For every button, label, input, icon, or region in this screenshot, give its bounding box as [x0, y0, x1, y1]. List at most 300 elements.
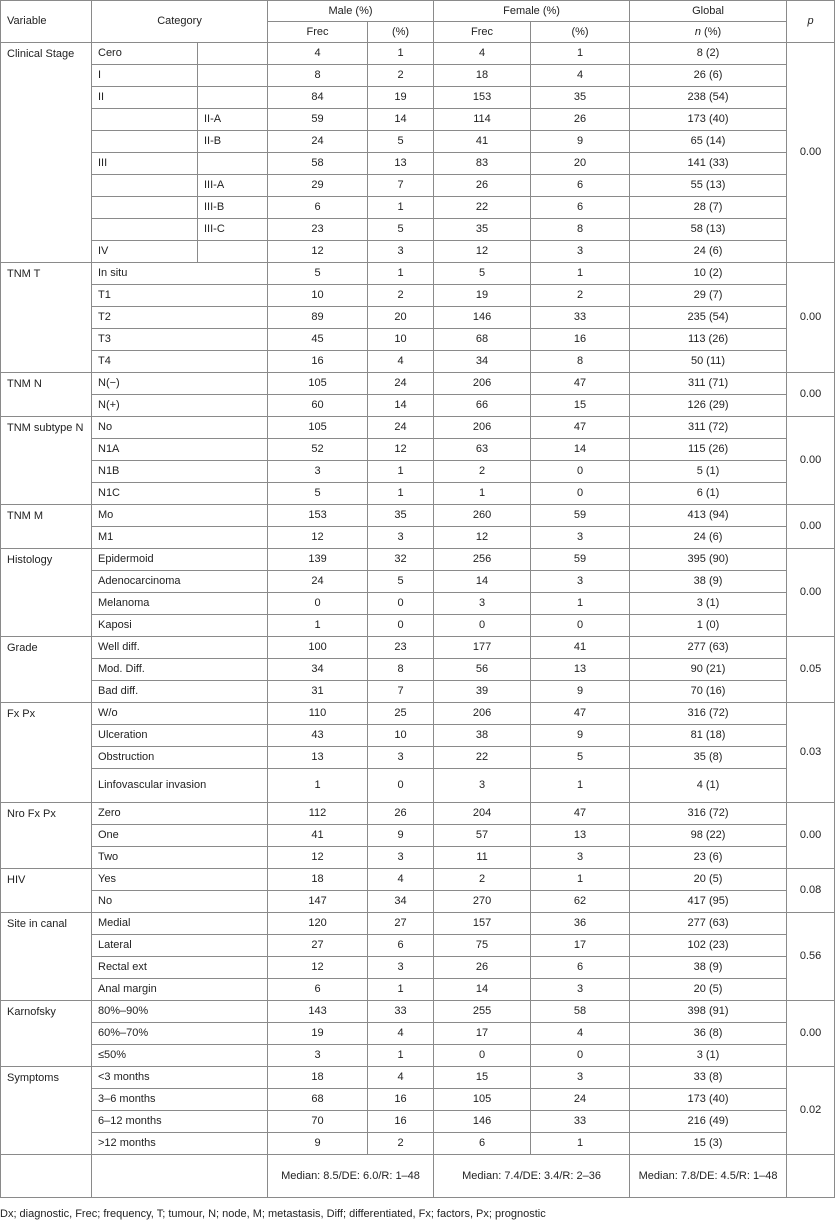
female-pct-cell: 41 — [531, 637, 630, 659]
female-frec-cell: 270 — [434, 891, 531, 913]
female-pct-cell: 4 — [531, 1023, 630, 1045]
male-frec-cell: 45 — [268, 329, 368, 351]
male-frec-cell: 43 — [268, 725, 368, 747]
global-cell: 277 (63) — [630, 637, 787, 659]
table-row — [1, 571, 835, 593]
male-pct-cell: 27 — [368, 913, 434, 935]
category-cell: Lateral — [92, 935, 268, 957]
global-cell: 316 (72) — [630, 803, 787, 825]
male-frec-cell: 1 — [268, 769, 368, 803]
subcategory-cell — [198, 153, 268, 175]
header-p-label: p — [807, 15, 814, 27]
female-frec-cell: 15 — [434, 1067, 531, 1089]
variable-cell: Nro Fx Px — [1, 803, 92, 869]
female-pct-cell: 17 — [531, 935, 630, 957]
female-frec-cell: 0 — [434, 1045, 531, 1067]
category-cell: One — [92, 825, 268, 847]
p-value-cell: 0.03 — [787, 703, 835, 803]
header-global-n — [630, 22, 787, 43]
table-row — [1, 1023, 835, 1045]
male-frec-cell: 8 — [268, 65, 368, 87]
category-cell — [92, 197, 198, 219]
male-pct-cell: 34 — [368, 891, 434, 913]
male-pct-cell: 2 — [368, 285, 434, 307]
global-cell: 58 (13) — [630, 219, 787, 241]
female-frec-cell: 26 — [434, 957, 531, 979]
male-frec-cell: 105 — [268, 373, 368, 395]
male-pct-cell: 5 — [368, 571, 434, 593]
table-row — [1, 131, 835, 153]
female-pct-cell: 0 — [531, 483, 630, 505]
p-value-cell: 0.00 — [787, 43, 835, 263]
female-frec-cell: 177 — [434, 637, 531, 659]
header-female-frec: Frec — [434, 22, 531, 43]
category-cell: T1 — [92, 285, 268, 307]
female-pct-cell: 58 — [531, 1001, 630, 1023]
global-cell: 98 (22) — [630, 825, 787, 847]
male-frec-cell: 41 — [268, 825, 368, 847]
female-pct-cell: 1 — [531, 1133, 630, 1155]
male-frec-cell: 84 — [268, 87, 368, 109]
female-pct-cell: 9 — [531, 725, 630, 747]
female-pct-cell: 6 — [531, 197, 630, 219]
female-frec-cell: 56 — [434, 659, 531, 681]
female-pct-cell: 2 — [531, 285, 630, 307]
male-pct-cell: 4 — [368, 351, 434, 373]
table-row — [1, 803, 835, 825]
male-pct-cell: 1 — [368, 197, 434, 219]
table-row — [1, 439, 835, 461]
table-row — [1, 935, 835, 957]
variable-cell: Clinical Stage — [1, 43, 92, 263]
female-frec-cell: 256 — [434, 549, 531, 571]
male-frec-cell: 13 — [268, 747, 368, 769]
table-row — [1, 527, 835, 549]
male-pct-cell: 33 — [368, 1001, 434, 1023]
global-cell: 4 (1) — [630, 769, 787, 803]
male-frec-cell: 143 — [268, 1001, 368, 1023]
female-pct-cell: 13 — [531, 825, 630, 847]
header-male-pct: (%) — [368, 22, 434, 43]
subcategory-cell: III-C — [198, 219, 268, 241]
table-row — [1, 637, 835, 659]
female-frec-cell: 11 — [434, 847, 531, 869]
global-cell: 1 (0) — [630, 615, 787, 637]
subcategory-cell: III-A — [198, 175, 268, 197]
male-frec-cell: 147 — [268, 891, 368, 913]
male-frec-cell: 139 — [268, 549, 368, 571]
table-row — [1, 681, 835, 703]
p-value-cell: 0.05 — [787, 637, 835, 703]
female-frec-cell: 105 — [434, 1089, 531, 1111]
header-p — [787, 1, 835, 43]
female-pct-cell: 0 — [531, 615, 630, 637]
female-pct-cell: 5 — [531, 747, 630, 769]
global-cell: 35 (8) — [630, 747, 787, 769]
female-pct-cell: 13 — [531, 659, 630, 681]
global-cell: 238 (54) — [630, 87, 787, 109]
variable-cell: Histology — [1, 549, 92, 637]
category-cell: 80%–90% — [92, 1001, 268, 1023]
p-value-cell: 0.00 — [787, 417, 835, 505]
female-pct-cell: 0 — [531, 1045, 630, 1067]
variable-cell: HIV — [1, 869, 92, 913]
male-pct-cell: 3 — [368, 241, 434, 263]
male-pct-cell: 0 — [368, 769, 434, 803]
global-cell: 173 (40) — [630, 1089, 787, 1111]
category-cell: Melanoma — [92, 593, 268, 615]
female-frec-cell: 4 — [434, 43, 531, 65]
male-pct-cell: 23 — [368, 637, 434, 659]
female-pct-cell: 6 — [531, 175, 630, 197]
female-frec-cell: 57 — [434, 825, 531, 847]
male-pct-cell: 2 — [368, 1133, 434, 1155]
header-female: Female (%) — [434, 1, 630, 22]
female-frec-cell: 83 — [434, 153, 531, 175]
female-pct-cell: 47 — [531, 803, 630, 825]
male-pct-cell: 2 — [368, 65, 434, 87]
table-row — [1, 285, 835, 307]
global-cell: 8 (2) — [630, 43, 787, 65]
male-pct-cell: 7 — [368, 681, 434, 703]
global-cell: 20 (5) — [630, 869, 787, 891]
female-pct-cell: 16 — [531, 329, 630, 351]
female-frec-cell: 2 — [434, 869, 531, 891]
male-pct-cell: 9 — [368, 825, 434, 847]
female-pct-cell: 1 — [531, 263, 630, 285]
p-value-cell: 0.56 — [787, 913, 835, 1001]
table-row — [1, 329, 835, 351]
category-cell: IV — [92, 241, 198, 263]
header-category: Category — [92, 1, 268, 43]
table-row — [1, 593, 835, 615]
variable-cell: TNM subtype N — [1, 417, 92, 505]
subcategory-cell — [198, 241, 268, 263]
female-frec-cell: 75 — [434, 935, 531, 957]
category-cell: ≤50% — [92, 1045, 268, 1067]
global-cell: 28 (7) — [630, 197, 787, 219]
female-pct-cell: 47 — [531, 417, 630, 439]
category-cell: I — [92, 65, 198, 87]
male-pct-cell: 5 — [368, 131, 434, 153]
male-pct-cell: 1 — [368, 43, 434, 65]
female-frec-cell: 2 — [434, 461, 531, 483]
male-frec-cell: 31 — [268, 681, 368, 703]
category-cell: Linfovascular invasion — [92, 769, 268, 803]
variable-cell: Karnofsky — [1, 1001, 92, 1067]
female-pct-cell: 24 — [531, 1089, 630, 1111]
variable-cell: TNM T — [1, 263, 92, 373]
category-cell: N1C — [92, 483, 268, 505]
category-cell: 6–12 months — [92, 1111, 268, 1133]
female-frec-cell: 39 — [434, 681, 531, 703]
female-pct-cell: 9 — [531, 131, 630, 153]
variable-cell: Fx Px — [1, 703, 92, 803]
category-cell: Kaposi — [92, 615, 268, 637]
female-pct-cell: 35 — [531, 87, 630, 109]
table-row — [1, 1089, 835, 1111]
male-frec-cell: 18 — [268, 1067, 368, 1089]
female-frec-cell: 68 — [434, 329, 531, 351]
female-frec-cell: 26 — [434, 175, 531, 197]
female-frec-cell: 3 — [434, 769, 531, 803]
female-frec-cell: 260 — [434, 505, 531, 527]
category-cell — [92, 131, 198, 153]
median-female-cell: Median: 7.4/DE: 3.4/R: 2–36 — [434, 1155, 630, 1198]
male-pct-cell: 0 — [368, 615, 434, 637]
global-cell: 20 (5) — [630, 979, 787, 1001]
category-cell: In situ — [92, 263, 268, 285]
male-pct-cell: 1 — [368, 483, 434, 505]
male-frec-cell: 4 — [268, 43, 368, 65]
global-cell: 65 (14) — [630, 131, 787, 153]
male-frec-cell: 5 — [268, 483, 368, 505]
median-empty-variable — [1, 1155, 92, 1198]
category-cell: II — [92, 87, 198, 109]
male-pct-cell: 16 — [368, 1089, 434, 1111]
male-pct-cell: 14 — [368, 395, 434, 417]
category-cell: Yes — [92, 869, 268, 891]
category-cell: >12 months — [92, 1133, 268, 1155]
global-cell: 90 (21) — [630, 659, 787, 681]
male-frec-cell: 3 — [268, 1045, 368, 1067]
female-frec-cell: 14 — [434, 571, 531, 593]
male-frec-cell: 10 — [268, 285, 368, 307]
p-value-cell: 0.00 — [787, 505, 835, 549]
female-frec-cell: 12 — [434, 241, 531, 263]
male-pct-cell: 3 — [368, 957, 434, 979]
male-pct-cell: 32 — [368, 549, 434, 571]
category-cell: 60%–70% — [92, 1023, 268, 1045]
male-pct-cell: 14 — [368, 109, 434, 131]
male-frec-cell: 112 — [268, 803, 368, 825]
female-frec-cell: 204 — [434, 803, 531, 825]
category-cell: Zero — [92, 803, 268, 825]
table-row — [1, 825, 835, 847]
male-pct-cell: 1 — [368, 263, 434, 285]
male-pct-cell: 24 — [368, 373, 434, 395]
variable-cell: Symptoms — [1, 1067, 92, 1155]
male-frec-cell: 29 — [268, 175, 368, 197]
female-frec-cell: 41 — [434, 131, 531, 153]
table-row — [1, 979, 835, 1001]
male-pct-cell: 19 — [368, 87, 434, 109]
male-pct-cell: 4 — [368, 1067, 434, 1089]
global-cell: 70 (16) — [630, 681, 787, 703]
p-value-cell: 0.02 — [787, 1067, 835, 1155]
female-frec-cell: 0 — [434, 615, 531, 637]
global-cell: 316 (72) — [630, 703, 787, 725]
global-cell: 38 (9) — [630, 957, 787, 979]
variable-cell: TNM N — [1, 373, 92, 417]
male-frec-cell: 9 — [268, 1133, 368, 1155]
table-body — [1, 43, 835, 1198]
table-row — [1, 263, 835, 285]
table-row — [1, 351, 835, 373]
header-variable: Variable — [1, 1, 92, 43]
male-pct-cell: 35 — [368, 505, 434, 527]
global-cell: 173 (40) — [630, 109, 787, 131]
subcategory-cell — [198, 87, 268, 109]
female-frec-cell: 17 — [434, 1023, 531, 1045]
female-frec-cell: 14 — [434, 979, 531, 1001]
male-pct-cell: 7 — [368, 175, 434, 197]
category-cell: T4 — [92, 351, 268, 373]
global-cell: 24 (6) — [630, 527, 787, 549]
male-pct-cell: 13 — [368, 153, 434, 175]
table-row — [1, 769, 835, 803]
female-frec-cell: 146 — [434, 1111, 531, 1133]
global-cell: 115 (26) — [630, 439, 787, 461]
male-frec-cell: 23 — [268, 219, 368, 241]
female-frec-cell: 206 — [434, 373, 531, 395]
female-pct-cell: 33 — [531, 1111, 630, 1133]
female-pct-cell: 3 — [531, 847, 630, 869]
male-pct-cell: 16 — [368, 1111, 434, 1133]
female-pct-cell: 6 — [531, 957, 630, 979]
global-cell: 38 (9) — [630, 571, 787, 593]
female-frec-cell: 35 — [434, 219, 531, 241]
female-pct-cell: 36 — [531, 913, 630, 935]
female-frec-cell: 22 — [434, 197, 531, 219]
global-cell: 23 (6) — [630, 847, 787, 869]
global-cell: 6 (1) — [630, 483, 787, 505]
category-cell: Bad diff. — [92, 681, 268, 703]
female-pct-cell: 15 — [531, 395, 630, 417]
table-row — [1, 659, 835, 681]
female-frec-cell: 3 — [434, 593, 531, 615]
male-pct-cell: 1 — [368, 979, 434, 1001]
subcategory-cell: II-A — [198, 109, 268, 131]
table-row — [1, 847, 835, 869]
global-cell: 102 (23) — [630, 935, 787, 957]
category-cell: Anal margin — [92, 979, 268, 1001]
category-cell: T3 — [92, 329, 268, 351]
table-row — [1, 87, 835, 109]
table-row — [1, 869, 835, 891]
header-row-1 — [1, 1, 835, 22]
global-cell: 311 (71) — [630, 373, 787, 395]
female-frec-cell: 63 — [434, 439, 531, 461]
category-cell: T2 — [92, 307, 268, 329]
male-pct-cell: 1 — [368, 461, 434, 483]
category-cell: Mo — [92, 505, 268, 527]
global-cell: 235 (54) — [630, 307, 787, 329]
table-row — [1, 153, 835, 175]
female-pct-cell: 1 — [531, 769, 630, 803]
category-cell: Obstruction — [92, 747, 268, 769]
median-empty-p — [787, 1155, 835, 1198]
global-cell: 216 (49) — [630, 1111, 787, 1133]
category-cell: No — [92, 417, 268, 439]
subcategory-cell — [198, 65, 268, 87]
global-cell: 311 (72) — [630, 417, 787, 439]
table-row — [1, 725, 835, 747]
female-pct-cell: 20 — [531, 153, 630, 175]
female-pct-cell: 47 — [531, 703, 630, 725]
male-frec-cell: 153 — [268, 505, 368, 527]
male-frec-cell: 105 — [268, 417, 368, 439]
category-cell: <3 months — [92, 1067, 268, 1089]
table-row — [1, 1067, 835, 1089]
female-frec-cell: 18 — [434, 65, 531, 87]
male-frec-cell: 12 — [268, 957, 368, 979]
table-row — [1, 483, 835, 505]
category-cell: Medial — [92, 913, 268, 935]
category-cell: Two — [92, 847, 268, 869]
female-frec-cell: 153 — [434, 87, 531, 109]
male-frec-cell: 68 — [268, 1089, 368, 1111]
p-value-cell: 0.00 — [787, 373, 835, 417]
p-value-cell: 0.00 — [787, 263, 835, 373]
male-frec-cell: 16 — [268, 351, 368, 373]
p-value-cell: 0.00 — [787, 549, 835, 637]
female-pct-cell: 47 — [531, 373, 630, 395]
female-pct-cell: 3 — [531, 241, 630, 263]
female-frec-cell: 66 — [434, 395, 531, 417]
median-row — [1, 1155, 835, 1198]
female-frec-cell: 19 — [434, 285, 531, 307]
male-frec-cell: 24 — [268, 131, 368, 153]
table-row — [1, 109, 835, 131]
female-pct-cell: 8 — [531, 219, 630, 241]
female-pct-cell: 62 — [531, 891, 630, 913]
female-pct-cell: 9 — [531, 681, 630, 703]
global-cell: 395 (90) — [630, 549, 787, 571]
p-value-cell: 0.00 — [787, 1001, 835, 1067]
category-cell: Rectal ext — [92, 957, 268, 979]
male-frec-cell: 100 — [268, 637, 368, 659]
category-cell: 3–6 months — [92, 1089, 268, 1111]
global-cell: 417 (95) — [630, 891, 787, 913]
male-pct-cell: 25 — [368, 703, 434, 725]
female-pct-cell: 59 — [531, 549, 630, 571]
table-row — [1, 1133, 835, 1155]
table-row — [1, 1111, 835, 1133]
category-cell — [92, 175, 198, 197]
female-frec-cell: 12 — [434, 527, 531, 549]
table-row — [1, 891, 835, 913]
male-frec-cell: 89 — [268, 307, 368, 329]
table-row — [1, 703, 835, 725]
female-frec-cell: 5 — [434, 263, 531, 285]
median-global-cell: Median: 7.8/DE: 4.5/R: 1–48 — [630, 1155, 787, 1198]
global-cell: 36 (8) — [630, 1023, 787, 1045]
male-frec-cell: 120 — [268, 913, 368, 935]
female-pct-cell: 1 — [531, 43, 630, 65]
subcategory-cell: III-B — [198, 197, 268, 219]
male-pct-cell: 5 — [368, 219, 434, 241]
global-cell: 55 (13) — [630, 175, 787, 197]
male-frec-cell: 18 — [268, 869, 368, 891]
male-frec-cell: 12 — [268, 241, 368, 263]
category-cell: W/o — [92, 703, 268, 725]
table-row — [1, 913, 835, 935]
female-pct-cell: 14 — [531, 439, 630, 461]
male-pct-cell: 4 — [368, 1023, 434, 1045]
global-cell: 141 (33) — [630, 153, 787, 175]
female-pct-cell: 26 — [531, 109, 630, 131]
table-row — [1, 373, 835, 395]
male-pct-cell: 3 — [368, 847, 434, 869]
table-row — [1, 43, 835, 65]
subcategory-cell — [198, 43, 268, 65]
global-cell: 50 (11) — [630, 351, 787, 373]
global-cell: 10 (2) — [630, 263, 787, 285]
category-cell: N(−) — [92, 373, 268, 395]
p-value-cell: 0.00 — [787, 803, 835, 869]
male-pct-cell: 10 — [368, 725, 434, 747]
